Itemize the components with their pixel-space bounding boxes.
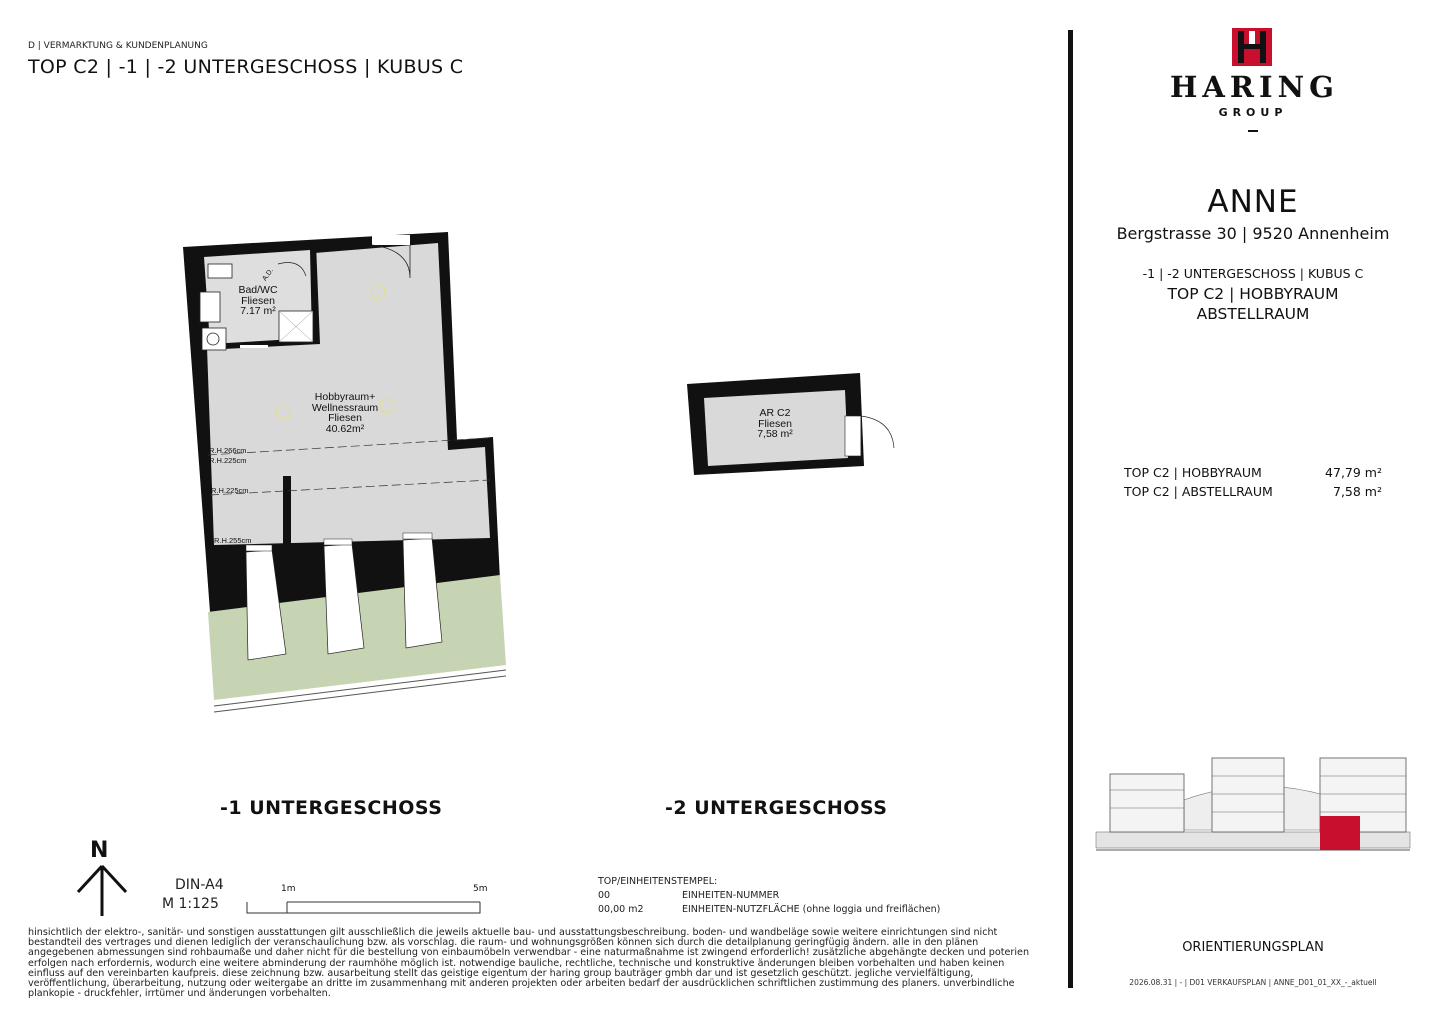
room-bad-label: Bad/WC Fliesen 7.17 m² <box>238 284 278 317</box>
area-label: TOP C2 | ABSTELLRAUM <box>1124 484 1273 499</box>
footer-plan-info: 2026.08.31 | - | D01 VERKAUFSPLAN | ANNE_D01_01_XX_-_aktuell <box>1129 978 1377 987</box>
haring-logo-icon <box>1232 28 1272 66</box>
vertical-divider <box>1068 30 1073 988</box>
stamp-area-code: 00,00 m2 <box>598 904 644 915</box>
bath-ad-label: A.D. <box>261 267 275 283</box>
north-label: N <box>90 838 109 863</box>
area-row <box>1124 465 1382 480</box>
area-value: 47,79 m² <box>1325 465 1382 480</box>
logo-wordmark: HARING <box>1170 70 1339 104</box>
toilet <box>200 292 220 322</box>
stamp-number-code: 00 <box>598 890 611 901</box>
project-name: ANNE <box>1207 184 1299 220</box>
orientation-plan-image <box>1094 750 1412 856</box>
logo-group: GROUP <box>1218 106 1288 119</box>
north-arrow-icon <box>76 862 128 918</box>
washer <box>202 328 226 350</box>
stamp-number-label: EINHEITEN-NUMMER <box>682 890 780 901</box>
scale-bar <box>244 898 484 918</box>
scale-ratio: M 1:125 <box>162 896 219 912</box>
room-ar-label: AR C2 Fliesen 7,58 m² <box>757 407 793 440</box>
orientation-label: ORIENTIERUNGSPLAN <box>1182 940 1324 955</box>
floor-label-minus1: -1 UNTERGESCHOSS <box>220 797 443 819</box>
scale-tick-5m: 5m <box>473 884 488 894</box>
floor-label-minus2: -2 UNTERGESCHOSS <box>665 797 888 819</box>
project-floors: -1 | -2 UNTERGESCHOSS | KUBUS C <box>1142 266 1364 281</box>
stamp-area-label: EINHEITEN-NUTZFLÄCHE (ohne loggia und freiflächen) <box>682 904 941 915</box>
washbasin <box>208 264 232 278</box>
document-subtitle: D | VERMARKTUNG & KUNDENPLANUNG <box>28 41 208 51</box>
rh-label: R.H.255cm <box>214 536 252 545</box>
disclaimer: hinsichtlich der elektro-, sanitär- und sonstigen ausstattungen gilt ausschließlich die jeweils aktuelle bau- und ausstattungsbeschreibung. boden- und wandbeläge sowie weitere einrichtungen sind nicht bestandteil des vertrages und dienen lediglich der veranschaulichung bzw. als vorschlag. die raum- und wohnungsgrößen können sich durch die detailplanung geringfügig ändern. alle in den plänen angegebenen abmessungen sind rohbaumaße und daher nicht für die bestellung von einbaumöbeln verwendbar - eine naturmaßnahme ist zwingend erforderlich! zusätzliche abgehängte decken und poterien erfolgen nach erfordernis, wodurch eine weitere abminderung der raumhöhe möglich ist. notwendige bauliche, rechtliche, technische und konstruktive änderungen bleiben vorbehalten und haben keinen einfluss auf den vereinbarten kaufpreis. diese zeichnung bzw. ausarbeitung stellt das geistige eigentum der haring group bauträger gmbh dar und ist gesetzlich geschützt. jegliche vervielfältigung, veröffentlichung, überarbeitung, nutzung oder weitergabe an dritte im zusammenhang mit anderen projekten oder arbeiten bedarf der ausdrücklichen schriftlichen zustimmung des planers. unverbindliche plankopie - druckfehler, irrtümer und änderungen vorbehalten. <box>28 927 1030 1000</box>
project-address: Bergstrasse 30 | 9520 Annenheim <box>1116 224 1390 243</box>
rh-label: R.H.225cm <box>211 486 249 495</box>
stamp-title: TOP/EINHEITENSTEMPEL: <box>598 876 718 887</box>
scale-tick-1m: 1m <box>281 884 296 894</box>
rh-label: R.H.225cm <box>209 456 247 465</box>
rh-label: R.H.266cm <box>209 446 247 455</box>
area-row <box>1124 484 1382 499</box>
paper-size: DIN-A4 <box>175 877 224 893</box>
project-storage: ABSTELLRAUM <box>1196 305 1310 323</box>
document-title: TOP C2 | -1 | -2 UNTERGESCHOSS | KUBUS C <box>28 56 464 78</box>
area-label: TOP C2 | HOBBYRAUM <box>1124 465 1262 480</box>
project-unit: TOP C2 | HOBBYRAUM <box>1167 285 1339 303</box>
room-hobby-label: Hobbyraum+ Wellnessraum Fliesen 40.62m² <box>311 391 379 435</box>
logo-dash <box>1248 130 1258 132</box>
area-value: 7,58 m² <box>1333 484 1382 499</box>
